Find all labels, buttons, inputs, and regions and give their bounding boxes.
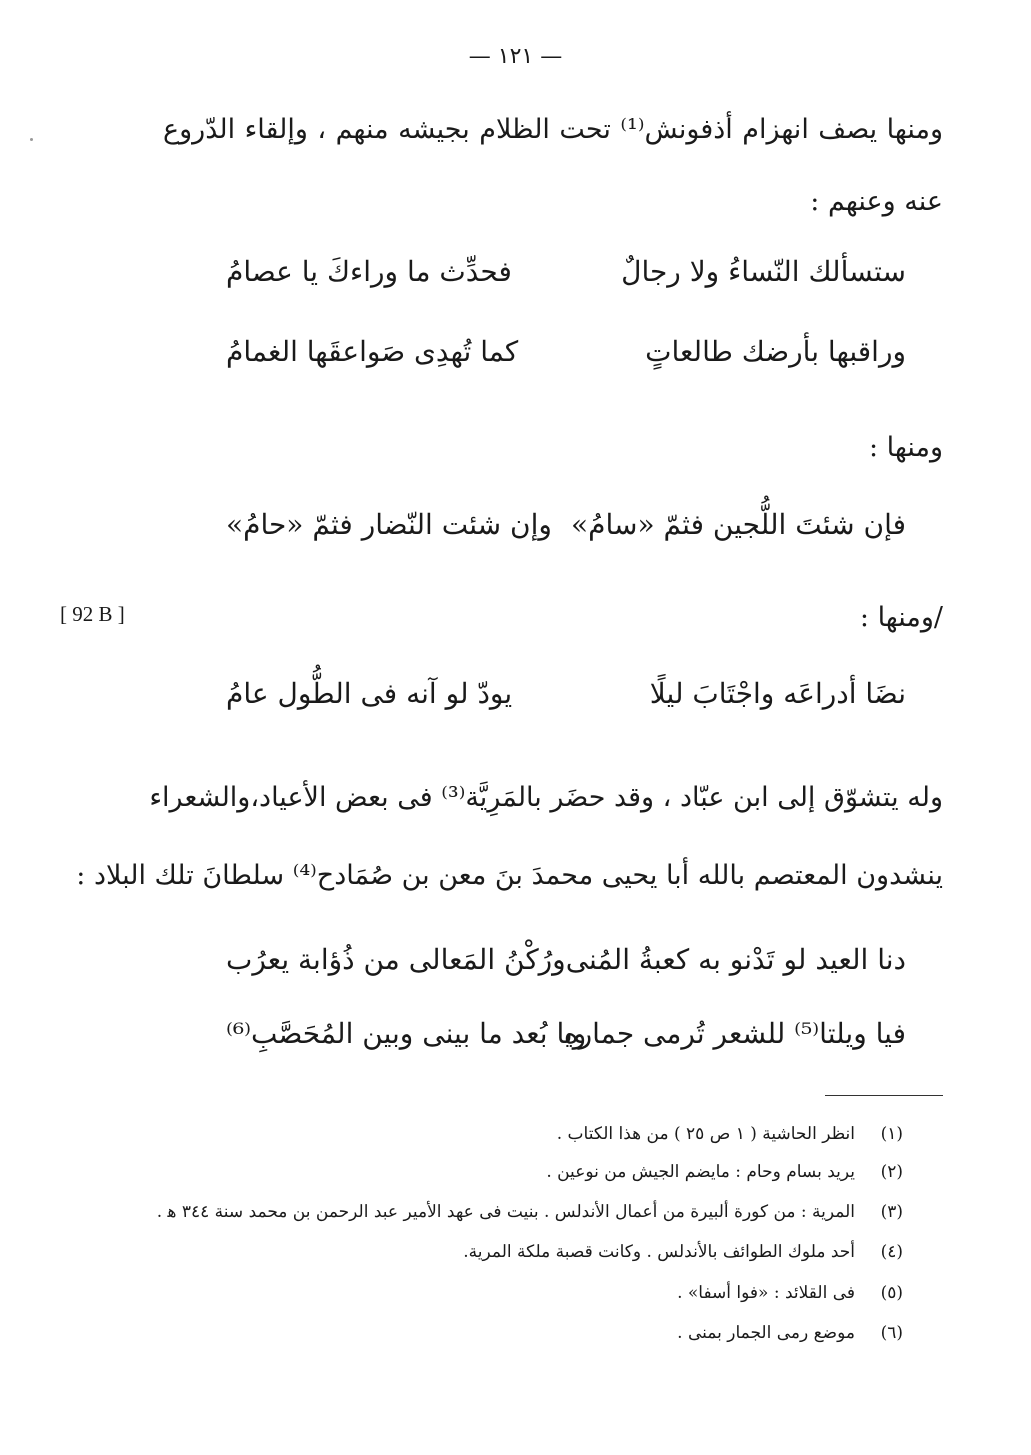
verse-3-first-hemistich: فإن شئتَ اللُّجين فثمّ «سامُ» (571, 508, 906, 541)
footnote-number: (٦) (880, 1323, 903, 1343)
footnote-text: موضع رمى الجمار بمنى . (677, 1323, 855, 1343)
verse-6 (226, 1012, 906, 1056)
prose-line-1: وله يتشوّق إلى ابن عبّاد ، وقد حضَر بالمَرِيَّة⁽³⁾ فى بعض الأعياد،والشعراء (149, 782, 943, 813)
scan-speck (30, 138, 33, 141)
footnote-4 (123, 1240, 903, 1264)
verse-4-first-hemistich: نضَا أدراعَه واجْتَابَ ليلًا (649, 677, 906, 710)
footnote-number: (٤) (880, 1242, 903, 1262)
footnote-2 (123, 1160, 903, 1184)
verse-4-second-hemistich: يودّ لو آنه فى الطُّول عامُ (226, 677, 513, 710)
section-label-2: /ومنها : (859, 602, 943, 633)
footnote-6 (123, 1321, 903, 1345)
verse-6-first-hemistich: فيا ويلتا⁽⁵⁾ للشعر تُرمى جماره (563, 1017, 906, 1050)
verse-5 (226, 938, 906, 982)
verse-4 (226, 672, 906, 716)
footnote-text: انظر الحاشية ( ١ ص ٢٥ ) من هذا الكتاب . (556, 1124, 855, 1144)
verse-2-first-hemistich: وراقبها بأرضك طالعاتٍ (645, 335, 906, 368)
folio-marker: [ 92 B ] (60, 602, 125, 626)
footnote-number: (٢) (880, 1162, 903, 1182)
verse-2 (226, 330, 906, 374)
verse-3-second-hemistich: وإن شئت النّضار فثمّ «حامُ» (226, 508, 552, 541)
footnote-number: (١) (880, 1124, 903, 1144)
footnote-separator (825, 1095, 943, 1096)
page-number: — ١٢١ — (468, 44, 563, 69)
footnote-number: (٥) (880, 1283, 903, 1303)
section-label-1: ومنها : (869, 432, 943, 463)
footnote-1 (123, 1122, 903, 1146)
footnote-3 (123, 1200, 903, 1224)
verse-5-first-hemistich: دنا العيد لو تَدْنو به كعبةُ المُنى (565, 943, 906, 976)
intro-line-1: ومنها يصف انهزام أذفونش⁽¹⁾ تحت الظلام بجيشه منهم ، وإلقاء الدّروع (163, 114, 943, 145)
footnote-text: فى القلائد : «فوا أسفا» . (677, 1283, 855, 1303)
verse-3 (226, 503, 906, 547)
footnote-text: يريد بسام وحام : مايضم الجيش من نوعين . (546, 1162, 855, 1182)
verse-1 (226, 250, 906, 294)
verse-6-second-hemistich: ويا بُعد ما بينى وبين المُحَصَّبِ⁽⁶⁾ (226, 1017, 587, 1050)
verse-1-first-hemistich: ستسألك النّساءُ ولا رجالٌ (621, 255, 906, 288)
footnote-text: المرية : من كورة ألبيرة من أعمال الأندلس . بنيت فى عهد الأمير عبد الرحمن بن محمد سنة ٣٤٤ ﻫ . (156, 1202, 855, 1222)
footnote-5 (123, 1281, 903, 1305)
prose-line-2: ينشدون المعتصم بالله أبا يحيى محمدَ بنَ معن بن صُمَادح⁽⁴⁾ سلطانَ تلك البلاد : (76, 860, 943, 891)
footnote-number: (٣) (880, 1202, 903, 1222)
verse-5-second-hemistich: ورُكْنُ المَعالى من ذُؤابة يعرُب (226, 943, 566, 976)
verse-1-second-hemistich: فحدِّث ما وراءكَ يا عصامُ (226, 255, 512, 288)
footnote-text: أحد ملوك الطوائف بالأندلس . وكانت قصبة ملكة المرية. (463, 1242, 855, 1262)
verse-2-second-hemistich: كما تُهدِى صَواعقَها الغمامُ (226, 335, 519, 368)
intro-line-2: عنه وعنهم : (810, 186, 943, 217)
